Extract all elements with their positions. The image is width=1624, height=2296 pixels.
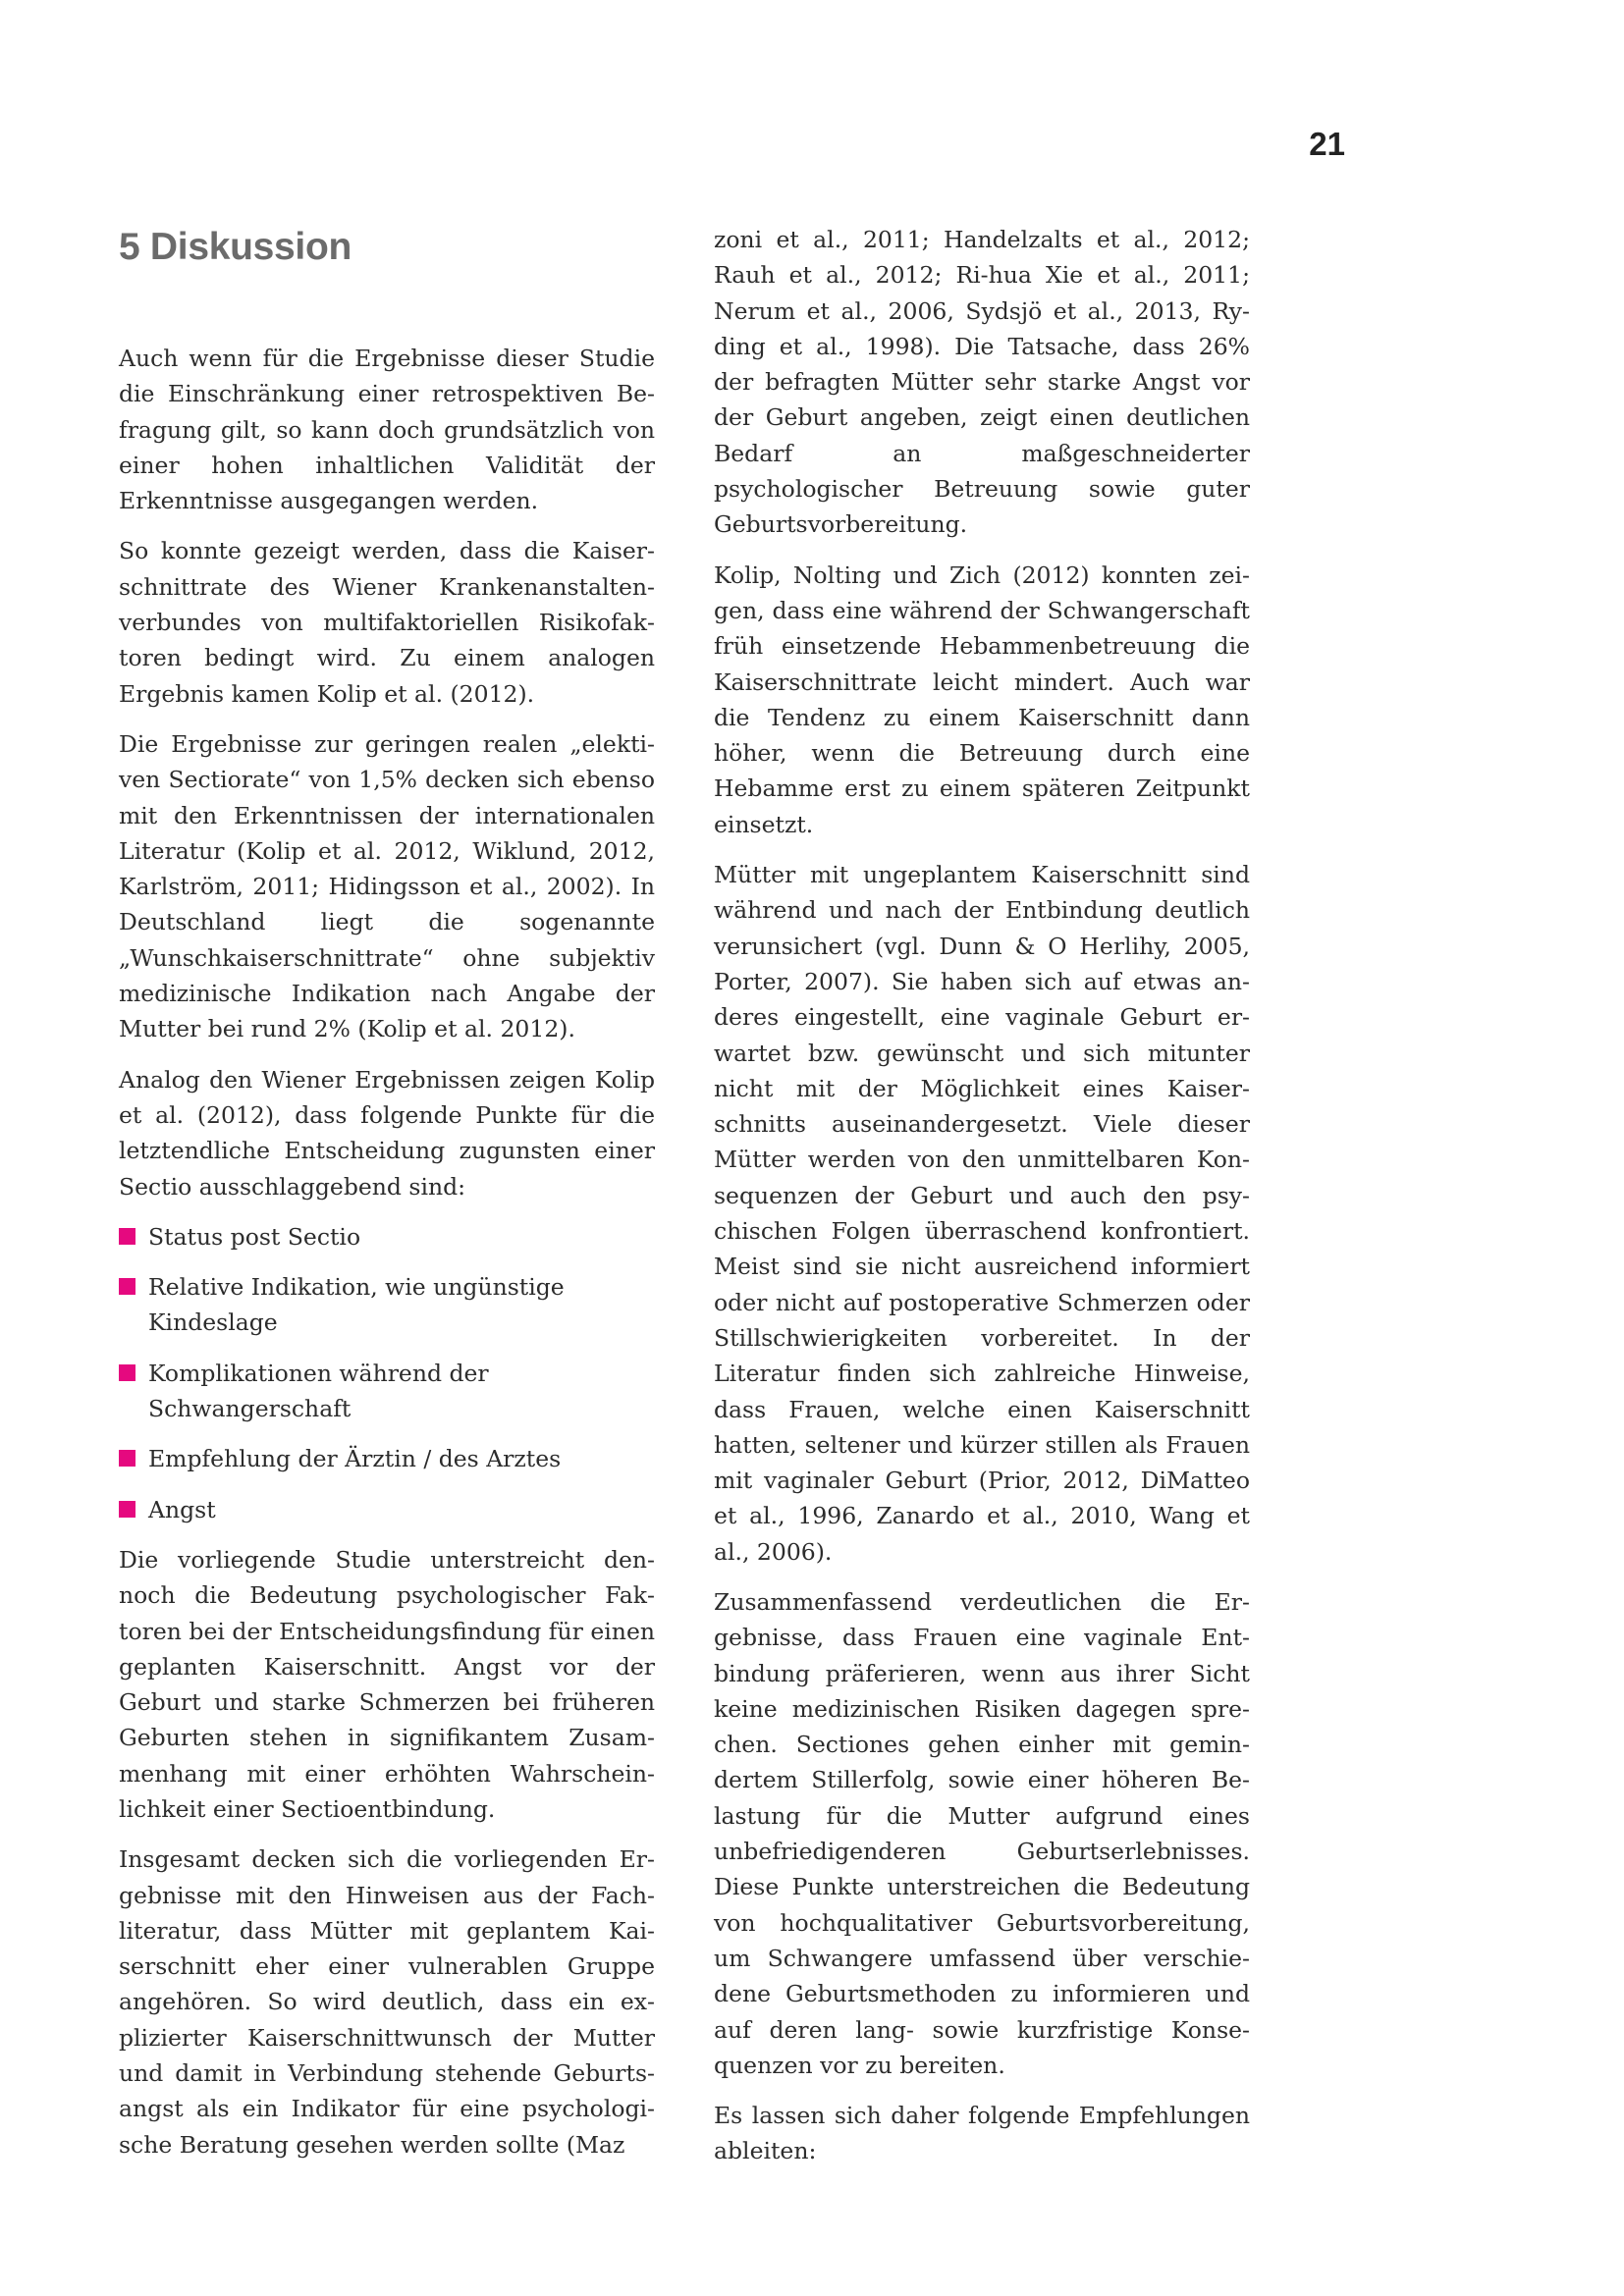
paragraph: Auch wenn für die Ergebnisse dieser Studie die Einschränkung einer retrospektiven Befragung gilt, so kann doch grundsätzlich von einer hohen inhaltlichen Validität der Erkenntnisse ausgegangen werden.	[119, 345, 655, 515]
bullet-text: Status post Sectio	[148, 1222, 361, 1251]
paragraph: Die Ergebnisse zur geringen realen „elektiven Sectiorate“ von 1,5% decken sich ebenso mit den Erkenntnissen der internationalen Literatur (Kolip et al. 2012, Wiklund, 2012, Karlström, 2011; Hidingsson et al., 2002). In Deutschland liegt die sogenannte „Wunschkaiserschnittrate“ ohne subjektiv medizinische Indikation nach Angabe der Mutter bei rund 2% (Kolip et al. 2012).	[119, 729, 655, 1043]
square-bullet-icon	[119, 1501, 135, 1518]
paragraph: Zusammenfassend verdeutlichen die Ergebnisse, dass Frauen eine vaginale Entbindung präferieren, wenn aus ihrer Sicht keine medizinischen Risiken dagegen sprechen. Sectiones gehen einher mit gemindertem Stillerfolg, sowie einer höheren Belastung für die Mutter aufgrund eines unbefriedigenderen Geburtserlebnisses. Diese Punkte unterstreichen die Bedeutung von hochqualitativer Geburtsvorbereitung, um Schwangere umfassend über verschiedene Geburtsmethoden zu informieren und auf deren lang- sowie kurzfristige Konsequenzen vor zu bereiten.	[714, 1587, 1250, 2079]
right-column	[714, 222, 1250, 2184]
paragraph: Die vorliegende Studie unterstreicht dennoch die Bedeutung psychologischer Faktoren bei der Entscheidungsfindung für einen geplanten Kaiserschnitt. Angst vor der Geburt und starke Schmerzen bei früheren Geburten stehen in signifikantem Zusammenhang mit einer erhöhten Wahrscheinlichkeit einer Sectioentbindung.	[119, 1545, 655, 1823]
paragraph: Es lassen sich daher folgende Empfehlungen ableiten:	[714, 2102, 1250, 2165]
bullet-item	[119, 1356, 655, 1427]
bullet-item	[119, 1269, 655, 1341]
paragraph: So konnte gezeigt werden, dass die Kaiserschnittrate des Wiener Krankenanstaltenverbundes von multifaktoriellen Risikofaktoren bedingt wird. Zu einem analogen Ergebnis kamen Kolip et al. (2012).	[119, 537, 655, 708]
square-bullet-icon	[119, 1278, 135, 1295]
section-heading: 5 Diskussion	[119, 226, 352, 268]
bullet-text: Relative Indikation, wie ungünstige Kindeslage	[148, 1273, 565, 1337]
paragraph: Insgesamt decken sich die vorliegenden Ergebnisse mit den Hinweisen aus der Fachliteratur, dass Mütter mit geplantem Kaiserschnitt eher einer vulnerablen Gruppe angehören. So wird deutlich, dass ein explizierter Kaiserschnittwunsch der Mutter und damit in Verbindung stehende Geburtsangst als ein Indikator für eine psychologische Beratung gesehen werden sollte (Maz	[119, 1845, 655, 2159]
left-column	[119, 221, 655, 2177]
bullet-item	[119, 1492, 655, 1527]
page-number: 21	[1309, 126, 1345, 162]
bullet-item	[119, 1441, 655, 1476]
paragraph: zoni et al., 2011; Handelzalts et al., 2012; Rauh et al., 2012; Ri-hua Xie et al., 2011; Nerum et al., 2006, Sydsjö et al., 2013, Ryding et al., 1998). Die Tatsache, dass 26% der befragten Mütter sehr starke Angst vor der Geburt angeben, zeigt einen deutlichen Bedarf an maßgeschneiderter psychologischer Betreuung sowie guter Geburtsvorbereitung.	[714, 226, 1250, 539]
bullet-text: Angst	[148, 1495, 216, 1523]
paragraph: Kolip, Nolting und Zich (2012) konnten zeigen, dass eine während der Schwangerschaft früh einsetzende Hebammenbetreuung die Kaiserschnittrate leicht mindert. Auch war die Tendenz zu einem Kaiserschnitt dann höher, wenn die Betreuung durch eine Hebamme erst zu einem späteren Zeitpunkt einsetzt.	[714, 561, 1250, 838]
bullet-item	[119, 1219, 655, 1255]
square-bullet-icon	[119, 1228, 135, 1245]
bullet-text: Empfehlung der Ärztin / des Arztes	[148, 1445, 562, 1473]
square-bullet-icon	[119, 1364, 135, 1381]
bullet-text: Komplikationen während der Schwangerschaft	[148, 1359, 489, 1423]
paragraph: Analog den Wiener Ergebnissen zeigen Kolip et al. (2012), dass folgende Punkte für die letztendliche Entscheidung zugunsten einer Sectio ausschlaggebend sind:	[119, 1065, 655, 1201]
paragraph: Mütter mit ungeplantem Kaiserschnitt sind während und nach der Entbindung deutlich verunsichert (vgl. Dunn & O Herlihy, 2005, Porter, 2007). Sie haben sich auf etwas anderes eingestellt, eine vaginale Geburt erwartet bzw. gewünscht und sich mitunter nicht mit der Möglichkeit eines Kaiserschnitts auseinandergesetzt. Viele dieser Mütter werden von den unmittelbaren Konsequenzen der Geburt und auch den psychischen Folgen überraschend konfrontiert. Meist sind sie nicht ausreichend informiert oder nicht auf postoperative Schmerzen oder Stillschwierigkeiten vorbereitet. In der Literatur finden sich zahlreiche Hinweise, dass Frauen, welche einen Kaiserschnitt hatten, seltener und kürzer stillen als Frauen mit vaginaler Geburt (Prior, 2012, DiMatteo et al., 1996, Zanardo et al., 2010, Wang et al., 2006).	[714, 861, 1250, 1566]
square-bullet-icon	[119, 1450, 135, 1467]
bullet-list	[119, 1219, 655, 1527]
